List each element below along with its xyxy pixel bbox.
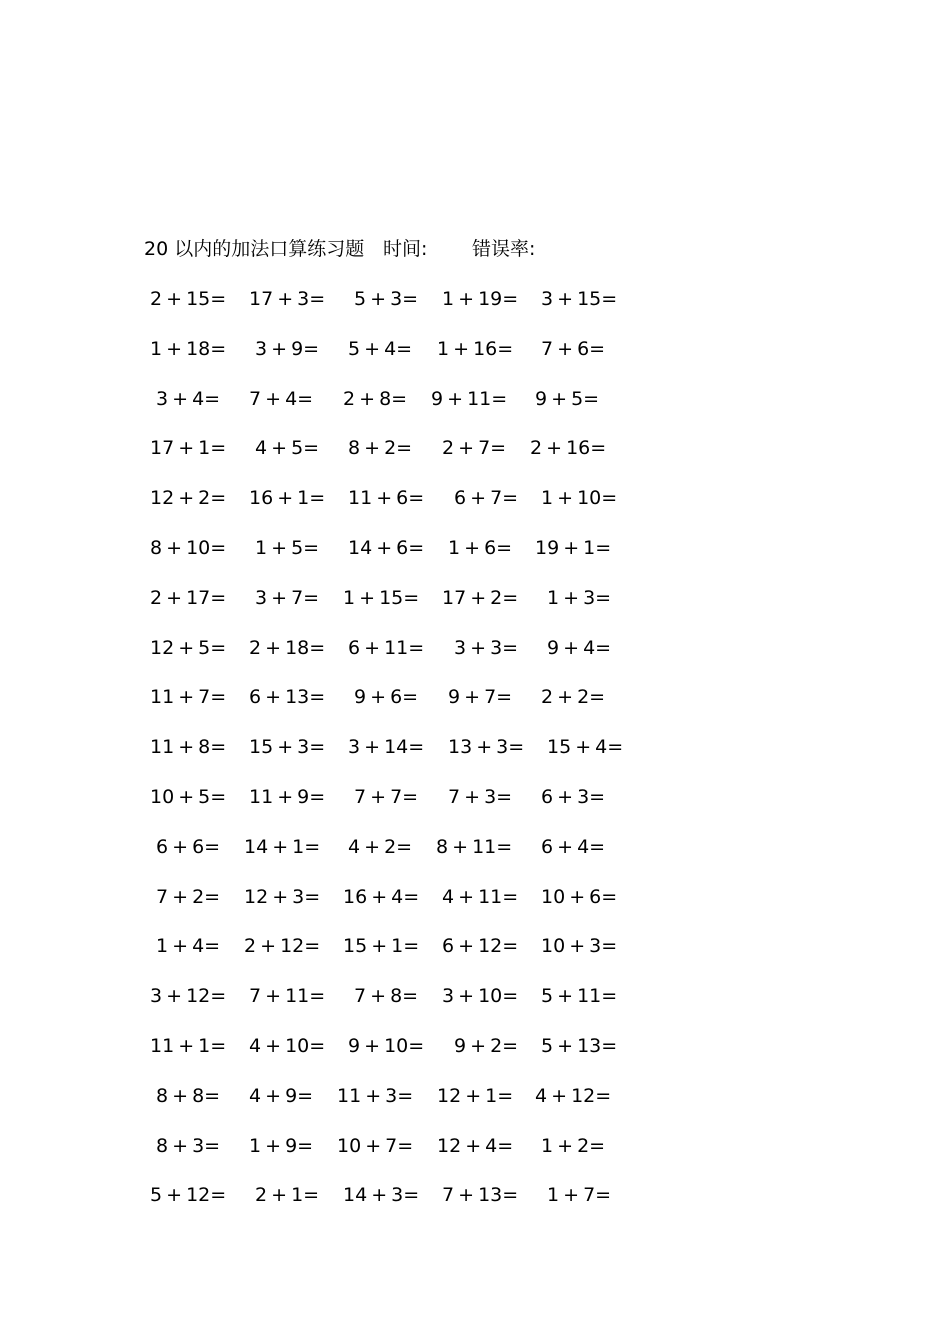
addition-problem: 7 + 3= bbox=[448, 786, 513, 808]
addition-problem: 2 + 15= bbox=[150, 288, 227, 310]
addition-problem: 7 + 4= bbox=[249, 387, 314, 410]
addition-problem: 3 + 12= bbox=[150, 985, 227, 1008]
addition-problem: 7 + 13= bbox=[442, 1184, 519, 1207]
addition-problem: 4 + 2= bbox=[348, 835, 413, 858]
addition-problem: 7 + 8= bbox=[354, 985, 419, 1008]
problem-row bbox=[0, 1081, 950, 1111]
addition-problem: 8 + 3= bbox=[156, 1134, 221, 1157]
problem-row bbox=[0, 682, 950, 712]
addition-problem: 4 + 12= bbox=[535, 1084, 612, 1107]
addition-problem: 2 + 7= bbox=[442, 437, 507, 460]
addition-problem: 4 + 10= bbox=[249, 1035, 326, 1057]
problem-row bbox=[0, 1031, 950, 1061]
problem-row bbox=[0, 483, 950, 513]
problem-row bbox=[0, 533, 950, 563]
addition-problem: 9 + 5= bbox=[535, 387, 600, 410]
addition-problem: 4 + 5= bbox=[255, 437, 320, 460]
problem-row bbox=[0, 1180, 950, 1210]
problem-row bbox=[0, 782, 950, 812]
addition-problem: 12 + 4= bbox=[437, 1134, 514, 1157]
addition-problem: 12 + 5= bbox=[150, 636, 227, 659]
addition-problem: 6 + 3= bbox=[541, 786, 606, 808]
problem-row bbox=[0, 583, 950, 613]
addition-problem: 11 + 3= bbox=[337, 1084, 414, 1107]
addition-problem: 8 + 11= bbox=[436, 835, 513, 858]
addition-problem: 5 + 12= bbox=[150, 1184, 227, 1207]
addition-problem: 10 + 5= bbox=[150, 786, 227, 808]
addition-problem: 14 + 6= bbox=[348, 537, 425, 559]
addition-problem: 6 + 13= bbox=[249, 686, 326, 709]
problem-row bbox=[0, 931, 950, 961]
addition-problem: 11 + 8= bbox=[150, 736, 227, 759]
addition-problem: 12 + 3= bbox=[244, 885, 321, 908]
addition-problem: 1 + 10= bbox=[541, 487, 618, 510]
addition-problem: 7 + 7= bbox=[354, 786, 419, 808]
addition-problem: 7 + 6= bbox=[541, 337, 606, 360]
addition-problem: 10 + 7= bbox=[337, 1134, 414, 1157]
time-label: 时间: bbox=[383, 238, 428, 260]
problem-row bbox=[0, 732, 950, 762]
problem-row bbox=[0, 433, 950, 463]
problem-row bbox=[0, 882, 950, 912]
addition-problem: 12 + 1= bbox=[437, 1084, 514, 1107]
addition-problem: 2 + 17= bbox=[150, 586, 227, 609]
addition-problem: 1 + 16= bbox=[437, 337, 514, 360]
addition-problem: 1 + 6= bbox=[448, 537, 513, 559]
addition-problem: 16 + 1= bbox=[249, 487, 326, 510]
addition-problem: 4 + 11= bbox=[442, 885, 519, 908]
addition-problem: 17 + 3= bbox=[249, 288, 326, 310]
problem-row bbox=[0, 1131, 950, 1161]
addition-problem: 19 + 1= bbox=[535, 537, 612, 559]
addition-problem: 1 + 19= bbox=[442, 288, 519, 310]
addition-problem: 3 + 10= bbox=[442, 985, 519, 1008]
addition-problem: 4 + 9= bbox=[249, 1084, 314, 1107]
addition-problem: 3 + 4= bbox=[156, 387, 221, 410]
addition-problem: 6 + 11= bbox=[348, 636, 425, 659]
addition-problem: 9 + 6= bbox=[354, 686, 419, 709]
addition-problem: 6 + 7= bbox=[454, 487, 519, 510]
addition-problem: 5 + 4= bbox=[348, 337, 413, 360]
addition-problem: 14 + 3= bbox=[343, 1184, 420, 1207]
addition-problem: 16 + 4= bbox=[343, 885, 420, 908]
addition-problem: 1 + 5= bbox=[255, 537, 320, 559]
addition-problem: 2 + 2= bbox=[541, 686, 606, 709]
addition-problem: 2 + 1= bbox=[255, 1184, 320, 1207]
addition-problem: 2 + 8= bbox=[343, 387, 408, 410]
addition-problem: 2 + 12= bbox=[244, 935, 321, 958]
problem-row bbox=[0, 832, 950, 862]
addition-problem: 8 + 8= bbox=[156, 1084, 221, 1107]
problem-row bbox=[0, 384, 950, 414]
addition-problem: 7 + 11= bbox=[249, 985, 326, 1008]
addition-problem: 3 + 9= bbox=[255, 337, 320, 360]
addition-problem: 14 + 1= bbox=[244, 835, 321, 858]
addition-problem: 1 + 9= bbox=[249, 1134, 314, 1157]
addition-problem: 1 + 4= bbox=[156, 935, 221, 958]
addition-problem: 15 + 1= bbox=[343, 935, 420, 958]
addition-problem: 7 + 2= bbox=[156, 885, 221, 908]
addition-problem: 6 + 4= bbox=[541, 835, 606, 858]
addition-problem: 9 + 2= bbox=[454, 1035, 519, 1057]
addition-problem: 1 + 7= bbox=[547, 1184, 612, 1207]
addition-problem: 10 + 3= bbox=[541, 935, 618, 958]
addition-problem: 3 + 7= bbox=[255, 586, 320, 609]
addition-problem: 8 + 10= bbox=[150, 537, 227, 559]
addition-problem: 1 + 3= bbox=[547, 586, 612, 609]
addition-problem: 15 + 3= bbox=[249, 736, 326, 759]
addition-problem: 1 + 2= bbox=[541, 1134, 606, 1157]
addition-problem: 3 + 14= bbox=[348, 736, 425, 759]
addition-problem: 5 + 11= bbox=[541, 985, 618, 1008]
addition-problem: 9 + 10= bbox=[348, 1035, 425, 1057]
addition-problem: 1 + 18= bbox=[150, 337, 227, 360]
addition-problem: 10 + 6= bbox=[541, 885, 618, 908]
addition-problem: 6 + 12= bbox=[442, 935, 519, 958]
problem-row bbox=[0, 284, 950, 314]
addition-problem: 8 + 2= bbox=[348, 437, 413, 460]
addition-problem: 9 + 11= bbox=[431, 387, 508, 410]
addition-problem: 5 + 13= bbox=[541, 1035, 618, 1057]
addition-problem: 9 + 7= bbox=[448, 686, 513, 709]
addition-problem: 17 + 2= bbox=[442, 586, 519, 609]
addition-problem: 2 + 18= bbox=[249, 636, 326, 659]
problem-row bbox=[0, 633, 950, 663]
addition-problem: 6 + 6= bbox=[156, 835, 221, 858]
addition-problem: 13 + 3= bbox=[448, 736, 525, 759]
addition-problem: 5 + 3= bbox=[354, 288, 419, 310]
problem-row bbox=[0, 981, 950, 1011]
addition-problem: 11 + 7= bbox=[150, 686, 227, 709]
addition-problem: 2 + 16= bbox=[530, 437, 607, 460]
problem-row bbox=[0, 334, 950, 364]
addition-problem: 1 + 15= bbox=[343, 586, 420, 609]
addition-problem: 11 + 9= bbox=[249, 786, 326, 808]
worksheet-title: 20 以内的加法口算练习题 bbox=[144, 238, 365, 260]
addition-problem: 9 + 4= bbox=[547, 636, 612, 659]
addition-problem: 3 + 15= bbox=[541, 288, 618, 310]
error-rate-label: 错误率: bbox=[472, 238, 536, 260]
addition-problem: 3 + 3= bbox=[454, 636, 519, 659]
addition-problem: 12 + 2= bbox=[150, 487, 227, 510]
addition-problem: 15 + 4= bbox=[547, 736, 624, 759]
addition-problem: 11 + 6= bbox=[348, 487, 425, 510]
addition-problem: 11 + 1= bbox=[150, 1035, 227, 1057]
addition-problem: 17 + 1= bbox=[150, 437, 227, 460]
